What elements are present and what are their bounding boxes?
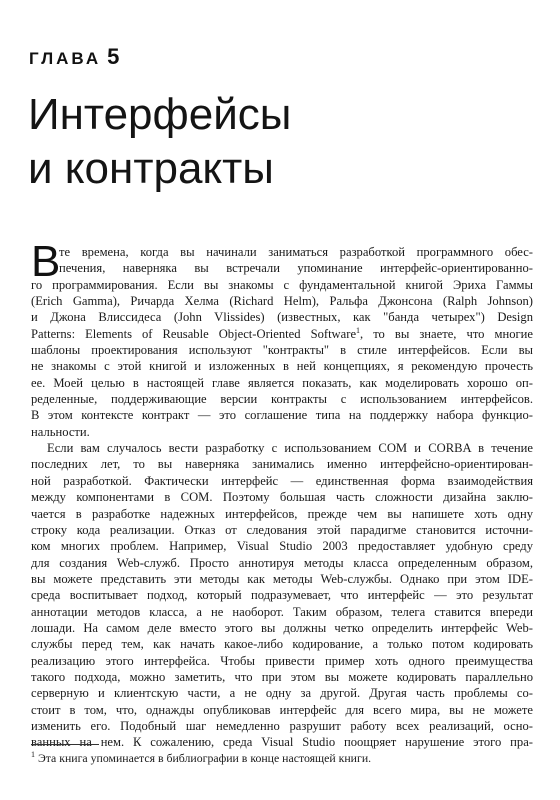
text-line: аннотации методов класса, а не наоборот. Таким образом, телега ставится впереди (31, 604, 533, 619)
text-line: службы перед тем, как начать какое-либо кодирование, а только потом кодировать (31, 637, 533, 652)
text-line: печения, наверняка вы встречали упоминание интерфейс-ориентированно- (59, 261, 533, 276)
text-line: и Джона Влиссидеса (John Vlissides) (известных, как "банда четырех") Design (31, 310, 533, 325)
text-line: ределенные, поддерживающие версии контракты с использованием интерфейсов. (31, 392, 533, 407)
text-line: реализацию этого интерфейса. Чтобы привести пример хоть одного преимущества (31, 653, 533, 668)
chapter-label-word: ГЛАВА (29, 49, 102, 68)
text-line: между компонентами в COM. Поэтому большая часть сложности дизайна заклю- (31, 490, 533, 505)
text-line: В этом контексте контракт — это соглашение типа на поддержку набора функцио- (31, 408, 533, 423)
text-line: нальности. (31, 424, 90, 439)
text-line: среда воспитывает подход, который подразумевает, что интерфейс — это результат (31, 588, 533, 603)
text-line: для создания Web-служб. Просто аннотируя методы класса определенным образом, (31, 555, 533, 570)
text-line: не знакомы с этой книгой и изложенных в ней концепциях, я рекомендую прочесть (31, 359, 533, 374)
text-fragment: , то вы знаете, что многие (360, 326, 533, 341)
text-line: лошади. На самом деле вместо этого вы должны четко определить интерфейс Web- (31, 620, 533, 635)
text-line: ком многих проблем. Например, Visual Studio 2003 предоставляет удобную среду (31, 539, 533, 554)
paragraph-1 (31, 237, 533, 440)
footnote-marker: 1 (31, 750, 35, 760)
text-line: ванных на нем. К сожалению, среда Visual Studio поощряет нарушение этого пра- (31, 735, 533, 750)
text-line (31, 326, 533, 342)
chapter-label (29, 44, 119, 70)
footnote-text: Эта книга упоминается в библиографии в конце настоящей книги. (35, 751, 372, 765)
footnote (31, 751, 533, 766)
text-line: чается в разработке надежных интерфейсов, прежде чем вы напишете хоть одну (31, 506, 533, 521)
paragraph-2 (31, 440, 533, 751)
text-line: ее. Моей целью в настоящей главе является показать, как моделировать хорошо оп- (31, 375, 533, 390)
text-line: серверную и клиентскую части, а не одну за другой. Другая часть проблемы со- (31, 686, 533, 701)
chapter-title (28, 88, 528, 196)
footnote-divider (31, 744, 99, 745)
text-line: изменить его. Подобный шаг немедленно разрушит работу всех реализаций, осно- (31, 718, 533, 733)
text-line: вы можете представить эти методы как методы Web-службы. Однако при этом IDE- (31, 571, 533, 586)
footnote-reference: 1 (356, 325, 361, 335)
text-line: те времена, когда вы начинали заниматься разработкой программного обес- (59, 245, 533, 259)
text-line: строку кода реализации. Отказ от следования этой парадигме становится источни- (31, 522, 533, 537)
book-title-text: Patterns: Elements of Reusable Object-Oriented Software (31, 326, 357, 341)
chapter-number: 5 (107, 44, 120, 69)
text-line: ной разработкой. Фактически интерфейс — единственная форма взаимодействия (31, 473, 533, 488)
text-line: го программирования. Если вы знакомы с фундаментальной книгой Эриха Гаммы (31, 277, 533, 292)
drop-cap: В (31, 237, 61, 286)
body-text (31, 237, 533, 751)
text-line: такого подхода, можно заметить, что при этом вы можете кодировать параллельно (31, 669, 533, 684)
text-line: (Erich Gamma), Ричарда Хелма (Richard Helm), Ральфа Джонсона (Ralph Johnson) (31, 294, 533, 309)
text-line: стоит в том, что, однажды опубликовав интерфейс для всего мира, вы не можете (31, 702, 533, 717)
text-line: последних лет, то вы наверняка занимались именно интерфейсно-ориентирован- (31, 457, 533, 472)
chapter-title-line: Интерфейсы (28, 90, 292, 139)
chapter-title-line: и контракты (28, 144, 274, 193)
text-line: Если вам случалось вести разработку с использованием COM и CORBA в течение (47, 441, 533, 456)
text-line: шаблоны проектирования используют "контракты" в стиле интерфейсов. Если вы (31, 343, 533, 358)
